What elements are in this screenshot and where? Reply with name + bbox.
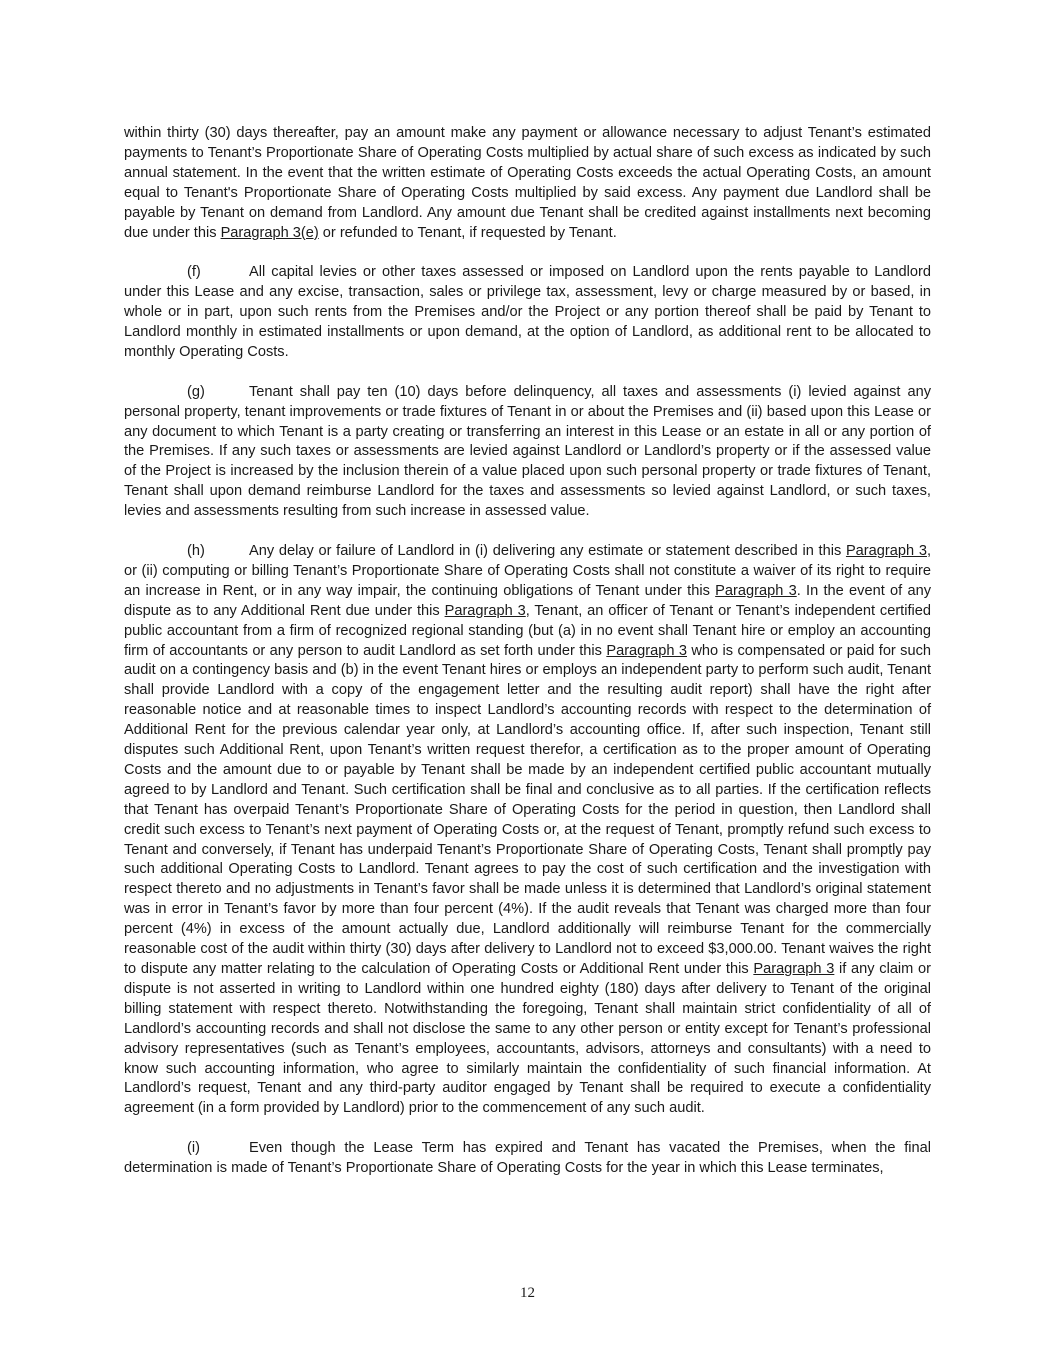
paragraph-text: All capital levies or other taxes assessed or imposed on Landlord upon the rents payable to Landlord under this Lease and any excise, transaction, sales or privilege tax, assessment, levy or charge measured by or based, in whole or in part, upon such rents from the Premises and/or the Project or any portion thereof shall be paid by Tenant to Landlord monthly in estimated installments or upon demand, at the option of Landlord, as additional rent to be allocated to monthly Operating Costs. [124, 264, 931, 360]
paragraph-reference: Paragraph 3 [753, 961, 835, 978]
paragraph-text: if any claim or dispute is not asserted in writing to Landlord within one hundred eighty (180) days after delivery to Tenant of the original billing statement with respect thereto. Notwithstanding the foregoing, Tenant shall maintain strict confidentiality of all of Landlord’s accounting records and shall not disclose the same to any other person or entity except for Tenant’s professional advisory representatives (such as Tenant’s employees, accountants, advisors, attorneys and consultants) with a need to know such accounting information, who agree to similarly maintain the confidentiality of such financial information. At Landlord’s request, Tenant and any third-party auditor engaged by Tenant shall be required to execute a confidentiality agreement (in a form provided by Landlord) prior to the commencement of any such audit. [124, 961, 932, 1117]
paragraph-g [124, 383, 931, 522]
paragraph-label: (h) [187, 542, 205, 559]
paragraph-e-continuation [124, 124, 931, 243]
paragraph-text: , Tenant, an officer of Tenant or Tenant’s independent certified public accountant from a firm of recognized regional standing (but (a) in no event shall Tenant hire or employ an accounting firm of accountants or any person to audit Landlord as set forth under this [124, 602, 932, 659]
paragraph-text: Even though the Lease Term has expired and Tenant has vacated the Premises, when the final determination is made of Tenant’s Proportionate Share of Operating Costs for the year in which this Lease terminates, [124, 1140, 931, 1177]
paragraph-text: or refunded to Tenant, if requested by Tenant. [318, 224, 617, 241]
paragraph-reference: Paragraph 3 [606, 642, 687, 659]
paragraph-reference: Paragraph 3 [444, 602, 526, 619]
paragraph-reference: Paragraph 3(e) [220, 224, 319, 241]
paragraph-text: Tenant shall pay ten (10) days before delinquency, all taxes and assessments (i) levied against any personal property, tenant improvements or trade fixtures of Tenant in or about the Premises and (ii) based upon this Lease or any document to which Tenant is a party creating or transferring an interest in this Lease or an estate in all or any portion of the Premises. If any such taxes or assessments are levied against Landlord or Landlord’s property or if the assessed value of the Project is increased by the inclusion therein of a value placed upon such personal property or trade fixtures of Tenant, Tenant shall upon demand reimburse Landlord for the taxes and assessments so levied against Landlord, or such taxes, levies and assessments resulting from such increase in assessed value. [124, 383, 931, 520]
paragraph-f [124, 263, 931, 363]
paragraph-label: (f) [187, 264, 201, 281]
paragraph-reference: Paragraph 3 [845, 542, 927, 559]
paragraph-text: . In the event of any dispute as to any Additional Rent due under this [124, 582, 931, 619]
paragraph-text: Any delay or failure of Landlord in (i) delivering any estimate or statement described in this [249, 542, 846, 559]
paragraph-i [124, 1139, 931, 1179]
paragraph-text: who is compensated or paid for such audit on a contingency basis and (b) in the event Tenant hires or employs an independent party to perform such audit, Tenant shall provide Landlord with a copy of the engagement letter and the resulting audit report) shall have the right after reasonable notice and at reasonable times to inspect Landlord’s accounting records with respect to the determination of Additional Rent for the previous calendar year only, at Landlord’s accounting office. If, after such inspection, Tenant still disputes such Additional Rent, upon Tenant’s written request therefor, a certification as to the proper amount of Operating Costs and the amount due to or payable by Tenant shall be made by an independent certified public accountant mutually agreed to by Landlord and Tenant. Such certification shall be final and conclusive as to all parties. If the certification reflects that Tenant has overpaid Tenant’s Proportionate Share of Operating Costs for the period in question, then Landlord shall credit such excess to Tenant’s next payment of Operating Costs or, at the request of Tenant, promptly refund such excess to Tenant and conversely, if Tenant has underpaid Tenant’s Proportionate Share of Operating Costs, Tenant shall promptly pay such additional Operating Costs to Landlord. Tenant agrees to pay the cost of such certification and the investigation with respect thereto and no adjustments in Tenant’s favor shall be made unless it is determined that Landlord’s original statement was in error in Tenant’s favor by more than four percent (4%). If the audit reveals that Tenant was charged more than four percent (4%) in excess of the amount actually due, Landlord additionally will reimburse Tenant for the commercially reasonable cost of the audit within thirty (30) days after delivery to Landlord not to exceed $3,000.00. Tenant waives the right to dispute any matter relating to the calculation of Operating Costs or Additional Rent under this [124, 642, 931, 978]
page-body [124, 124, 931, 1199]
paragraph-text: , or (ii) computing or billing Tenant’s Proportionate Share of Operating Costs shall not constitute a waiver of its right to require an increase in Rent, or in any way impair, the continuing obligations of Tenant under this [124, 542, 931, 599]
paragraph-reference: Paragraph 3 [715, 582, 797, 599]
paragraph-text: within thirty (30) days thereafter, pay an amount make any payment or allowance necessary to adjust Tenant’s estimated payments to Tenant’s Proportionate Share of Operating Costs multiplied by actual share of such excess as indicated by such annual statement. In the event that the written estimate of Operating Costs exceeds the actual Operating Costs, an amount equal to Tenant's Proportionate Share of Operating Costs multiplied by said excess. Any payment due Landlord shall be payable by Tenant on demand from Landlord. Any amount due Tenant shall be credited against installments next becoming due under this [124, 125, 931, 241]
paragraph-h [124, 542, 931, 1119]
paragraph-label: (g) [187, 383, 205, 400]
page-number: 12 [520, 1285, 535, 1301]
paragraph-label: (i) [187, 1140, 200, 1157]
